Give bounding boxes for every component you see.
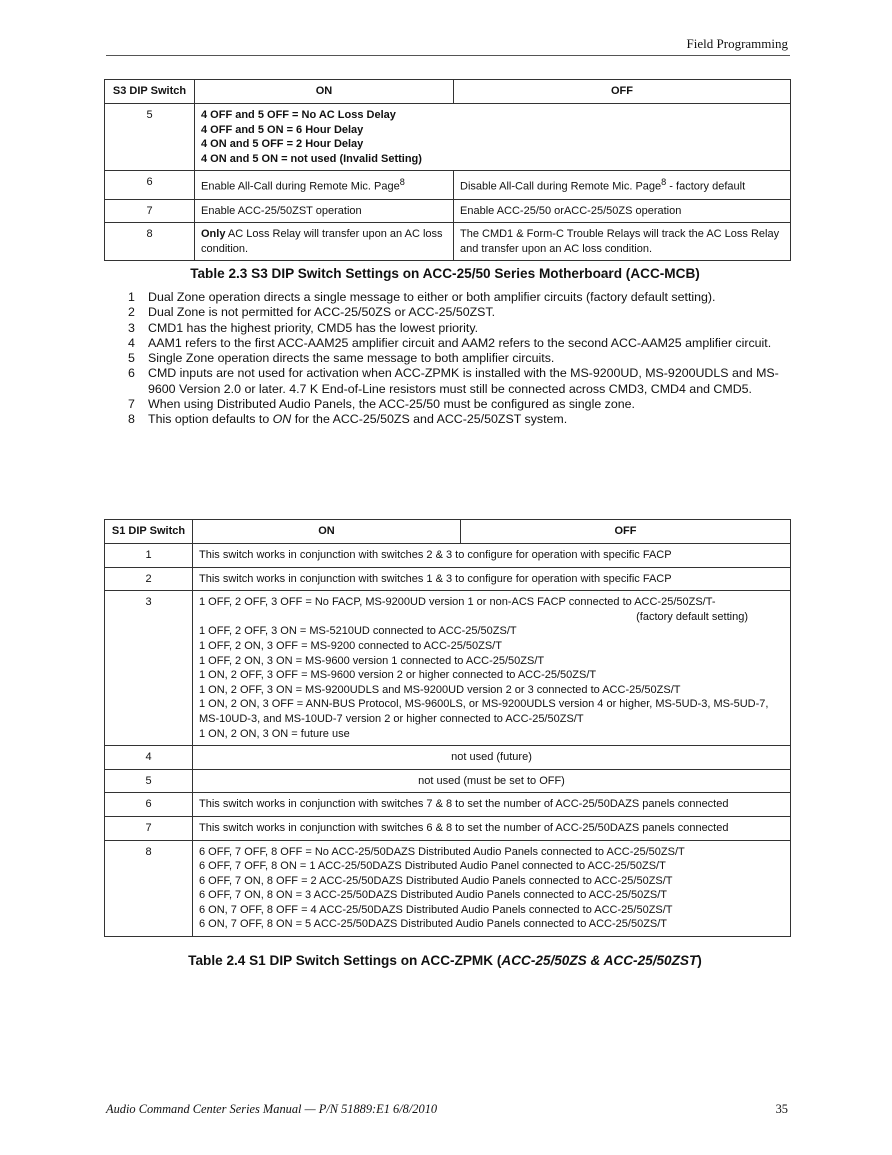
switch-number: 5	[105, 104, 195, 171]
switch-description	[193, 591, 791, 746]
on-text: Enable All-Call during Remote Mic. Page	[201, 181, 400, 194]
running-header	[108, 36, 790, 56]
table-row	[105, 769, 791, 793]
note-number: 2	[128, 305, 135, 320]
footnote-ref: 8	[661, 177, 667, 188]
table-row	[105, 816, 791, 840]
setting-line: 6 ON, 7 OFF, 8 OFF = 4 ACC-25/50DAZS Distributed Audio Panels connected to ACC-25/50ZS/T	[199, 903, 673, 916]
column-header: S1 DIP Switch	[105, 520, 193, 544]
s1-dip-switch-table	[104, 519, 791, 937]
switch-description: This switch works in conjunction with switches 6 & 8 to set the number of ACC-25/50DAZS panels connected	[193, 816, 791, 840]
off-description: Enable ACC-25/50 orACC-25/50ZS operation	[454, 199, 791, 223]
on-description	[195, 171, 454, 199]
footer-manual-title: Audio Command Center Series Manual — P/N 51889:E1 6/8/2010	[106, 1102, 438, 1116]
list-item	[120, 321, 780, 336]
switch-number: 8	[105, 840, 193, 937]
setting-line: 4 OFF and 5 ON = 6 Hour Delay	[201, 123, 364, 136]
switch-description	[195, 104, 791, 171]
table-caption: Table 2.3 S3 DIP Switch Settings on ACC-25/50 Series Motherboard (ACC-MCB)	[190, 266, 700, 281]
table-row	[105, 104, 791, 171]
table-caption	[104, 953, 786, 968]
note-text: Dual Zone operation directs a single message to either or both amplifier circuits (factory default setting).	[148, 290, 716, 304]
column-header: OFF	[461, 520, 791, 544]
note-text: When using Distributed Audio Panels, the ACC-25/50 must be configured as single zone.	[148, 397, 635, 412]
switch-number: 7	[105, 199, 195, 223]
list-item	[120, 397, 780, 412]
note-text: CMD1 has the highest priority, CMD5 has the lowest priority.	[148, 320, 479, 335]
switch-number: 7	[105, 816, 193, 840]
setting-line: 1 ON, 2 ON, 3 OFF = ANN-BUS Protocol, MS-9600LS, or MS-9200UDLS version 4 or higher, MS-5UD-3, MS-5UD-7, MS-10UD-3, and MS-10UD-7 version 2 or higher connected to ACC-25/50ZS/T	[199, 698, 769, 725]
setting-line: 6 OFF, 7 ON, 8 OFF = 2 ACC-25/50DAZS Distributed Audio Panels connected to ACC-25/50ZS/T	[199, 874, 673, 887]
setting-line: 1 ON, 2 OFF, 3 OFF = MS-9600 version 2 or higher connected to ACC-25/50ZS/T	[199, 669, 597, 682]
note-text: Single Zone operation directs the same message to both amplifier circuits.	[148, 351, 555, 366]
footnotes-list	[120, 290, 780, 428]
note-number: 4	[128, 335, 135, 350]
column-header: S3 DIP Switch	[105, 80, 195, 104]
table-row	[105, 746, 791, 770]
note-text: Dual Zone is not permitted for ACC-25/50ZS or ACC-25/50ZST.	[148, 305, 496, 320]
caption-text: )	[697, 953, 702, 968]
switch-description: not used (must be set to OFF)	[193, 769, 791, 793]
note-number: 3	[128, 320, 135, 335]
note-number: 7	[128, 397, 135, 412]
table-row	[105, 591, 791, 746]
off-text: Disable All-Call during Remote Mic. Page	[460, 181, 662, 194]
off-description	[454, 171, 791, 199]
table-row	[105, 223, 791, 261]
setting-line: 1 OFF, 2 OFF, 3 ON = MS-5210UD connected to ACC-25/50ZS/T	[199, 625, 517, 638]
switch-number: 5	[105, 769, 193, 793]
list-item	[120, 336, 780, 351]
note-number: 5	[128, 351, 135, 366]
setting-line: 1 ON, 2 OFF, 3 ON = MS-9200UDLS and MS-9200UD version 2 or 3 connected to ACC-25/50ZS/T	[199, 683, 681, 696]
off-suffix: - factory default	[666, 181, 746, 194]
switch-number: 8	[105, 223, 195, 261]
table-row	[105, 793, 791, 817]
switch-description: This switch works in conjunction with switches 2 & 3 to configure for operation with specific FACP	[193, 544, 791, 568]
setting-line: 1 OFF, 2 OFF, 3 OFF = No FACP, MS-9200UD version 1 or non-ACS FACP connected to ACC-25/50ZS/T-	[199, 596, 716, 609]
on-description: Enable ACC-25/50ZST operation	[195, 199, 454, 223]
switch-number: 2	[105, 567, 193, 591]
switch-description	[193, 840, 791, 937]
header-divider	[106, 55, 790, 56]
switch-description: not used (future)	[193, 746, 791, 770]
setting-line: 6 OFF, 7 OFF, 8 OFF = No ACC-25/50DAZS Distributed Audio Panels connected to ACC-25/50ZS/T	[199, 845, 685, 858]
table-row	[105, 567, 791, 591]
caption-text: Table 2.4 S1 DIP Switch Settings on ACC-ZPMK (	[188, 953, 502, 968]
note-number: 1	[128, 290, 135, 304]
list-item	[120, 351, 780, 366]
setting-line: 1 OFF, 2 ON, 3 OFF = MS-9200 connected to ACC-25/50ZS/T	[199, 639, 502, 652]
setting-line: 4 ON and 5 OFF = 2 Hour Delay	[201, 138, 364, 151]
on-description	[195, 223, 454, 261]
setting-line: 6 OFF, 7 ON, 8 ON = 3 ACC-25/50DAZS Distributed Audio Panels connected to ACC-25/50ZS/T	[199, 889, 668, 902]
switch-description: This switch works in conjunction with switches 1 & 3 to configure for operation with specific FACP	[193, 567, 791, 591]
table-header-row	[105, 520, 791, 544]
s3-dip-switch-table	[104, 79, 791, 261]
caption-emphasis: ACC-25/50ZS & ACC-25/50ZST	[501, 953, 698, 968]
switch-description: This switch works in conjunction with switches 7 & 8 to set the number of ACC-25/50DAZS panels connected	[193, 793, 791, 817]
column-header: ON	[195, 80, 454, 104]
setting-line: 4 ON and 5 ON = not used (Invalid Setting)	[201, 152, 422, 165]
switch-number: 4	[105, 746, 193, 770]
setting-line: 4 OFF and 5 OFF = No AC Loss Delay	[201, 109, 396, 121]
list-item	[120, 305, 780, 320]
note-text: CMD inputs are not used for activation when ACC-ZPMK is installed with the MS-9200UD, MS-9200UDLS and MS-9600 Version 2.0 or later. 4.7 K End-of-Line resistors must still be connected across CMD3, CMD4 and CMD5.	[148, 366, 779, 396]
setting-line: 6 ON, 7 OFF, 8 ON = 5 ACC-25/50DAZS Distributed Audio Panels connected to ACC-25/50ZS/T	[199, 918, 668, 931]
list-item	[120, 366, 780, 397]
note-text: for the ACC-25/50ZS and ACC-25/50ZST system.	[291, 412, 568, 427]
note-number: 6	[128, 366, 135, 381]
switch-number: 6	[105, 171, 195, 199]
section-title: Field Programming	[686, 36, 788, 51]
list-item	[120, 290, 780, 305]
note-emphasis: ON	[272, 412, 292, 427]
column-header: ON	[193, 520, 461, 544]
table-row	[105, 840, 791, 937]
switch-number: 6	[105, 793, 193, 817]
switch-number: 3	[105, 591, 193, 746]
emphasis-text: Only	[201, 228, 226, 241]
table-row	[105, 199, 791, 223]
table-header-row	[105, 80, 791, 104]
off-description: The CMD1 & Form-C Trouble Relays will track the AC Loss Relay and transfer upon an AC loss condition.	[454, 223, 791, 261]
list-item	[120, 412, 780, 427]
note-text: This option defaults to	[148, 412, 273, 427]
note-text: AAM1 refers to the first ACC-AAM25 amplifier circuit and AAM2 refers to the second ACC-AAM25 amplifier circuit.	[148, 335, 772, 350]
column-header: OFF	[454, 80, 791, 104]
setting-line: 6 OFF, 7 OFF, 8 ON = 1 ACC-25/50DAZS Distributed Audio Panel connected to ACC-25/50ZS/T	[199, 860, 666, 873]
switch-number: 1	[105, 544, 193, 568]
footnote-ref: 8	[399, 177, 405, 188]
note-number: 8	[128, 412, 135, 427]
page-number: 35	[775, 1102, 788, 1116]
setting-line: 1 OFF, 2 ON, 3 ON = MS-9600 version 1 connected to ACC-25/50ZS/T	[199, 654, 545, 667]
on-text: AC Loss Relay will transfer upon an AC loss condition.	[201, 228, 443, 255]
table-row	[105, 171, 791, 199]
setting-note: (factory default setting)	[636, 610, 748, 623]
table-row	[105, 544, 791, 568]
setting-line: 1 ON, 2 ON, 3 ON = future use	[199, 727, 350, 740]
